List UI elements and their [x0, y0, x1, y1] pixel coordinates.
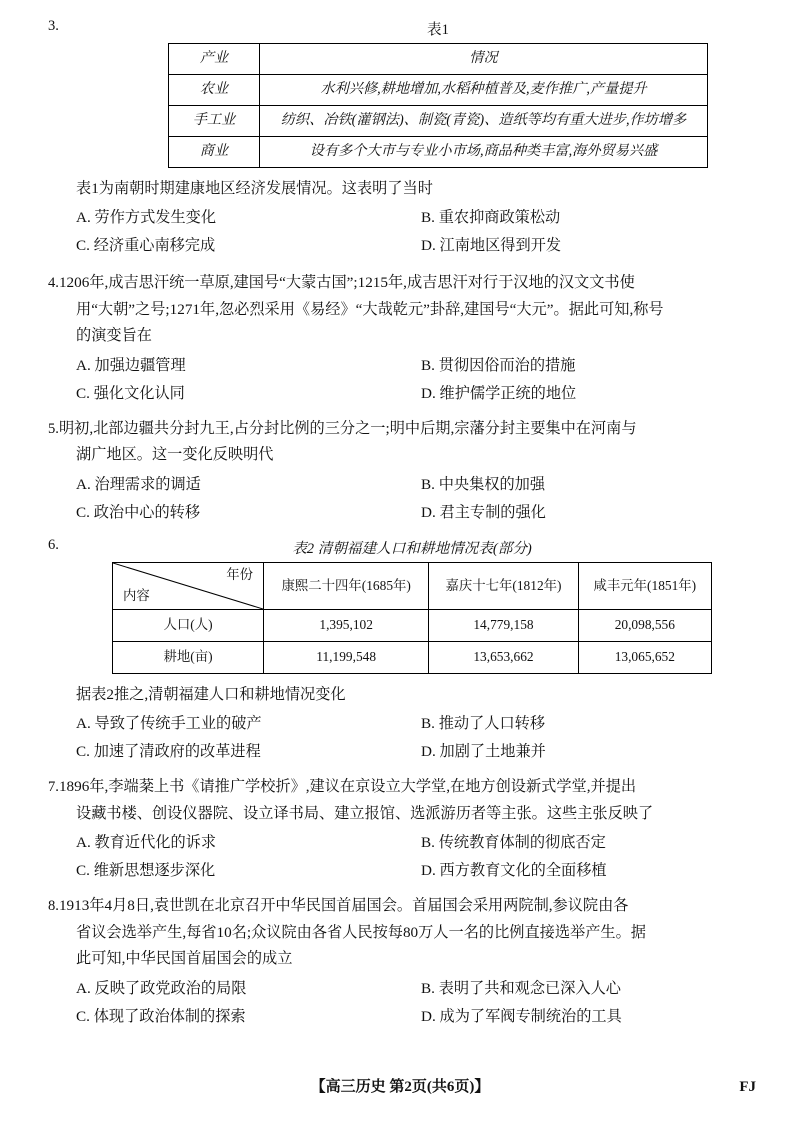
table-row	[169, 44, 708, 75]
table-2-wrapper	[112, 562, 712, 674]
table-2-row-0-value-2: 20,098,556	[578, 609, 711, 641]
question-8-stem-line-2: 省议会选举产生,每省10名;众议院由各省人民按每80万人一名的比例直接选举产生。据	[76, 923, 646, 941]
question-6-options	[48, 710, 754, 766]
question-3-options	[48, 204, 754, 260]
question-8-stem-line-3: 此可知,中华民国首届国会的成立	[76, 950, 293, 968]
question-3-option-b[interactable]: B. 重农抑商政策松动	[421, 208, 561, 226]
question-3-stem: 表1为南朝时期建康地区经济发展情况。这表明了当时	[76, 179, 433, 197]
table-2-col-2: 咸丰元年(1851年)	[578, 562, 711, 609]
table-2-corner-cell	[113, 562, 264, 609]
table-1-header-situation: 情况	[260, 44, 708, 75]
table-1-row-0-label: 农业	[169, 74, 260, 105]
question-8-option-d[interactable]: D. 成为了军阀专制统治的工具	[421, 1007, 622, 1025]
question-4-options	[48, 352, 754, 408]
table-row	[169, 136, 708, 167]
table-2-col-1: 嘉庆十七年(1812年)	[429, 562, 578, 609]
option-row	[48, 232, 754, 260]
question-4-option-b[interactable]: B. 贯彻因俗而治的措施	[421, 356, 576, 374]
question-7-stem-line-1	[48, 774, 754, 800]
option-row	[48, 829, 754, 857]
question-6	[48, 537, 754, 766]
question-7-options	[48, 829, 754, 885]
page-content	[48, 18, 754, 1037]
question-6-stem: 据表2推之,清朝福建人口和耕地情况变化	[76, 685, 346, 703]
question-7-option-c[interactable]: C. 维新思想逐步深化	[76, 862, 216, 880]
table-1-row-2-value: 设有多个大市与专业小市场,商品种类丰富,海外贸易兴盛	[260, 136, 708, 167]
option-row	[48, 710, 754, 738]
question-3-number: 3.	[48, 18, 59, 34]
question-4	[48, 270, 754, 408]
question-4-stem-text-1: 1206年,成吉思汗统一草原,建国号“大蒙古国”;1215年,成吉思汗对行于汉地的汉文文书使	[58, 274, 635, 292]
table-row	[169, 105, 708, 136]
question-8	[48, 893, 754, 1031]
table-row	[169, 74, 708, 105]
table-2-row-1-value-1: 13,653,662	[429, 641, 578, 673]
question-6-option-d[interactable]: D. 加剧了土地兼并	[421, 743, 546, 761]
question-4-number: 4.	[48, 275, 59, 292]
question-5-stem-line-1	[48, 416, 754, 442]
option-row	[48, 1003, 754, 1031]
page-footer-region-code: FJ	[739, 1079, 756, 1095]
question-5-stem-line-2: 湖广地区。这一变化反映明代	[76, 446, 274, 464]
option-row	[48, 204, 754, 232]
question-8-options	[48, 975, 754, 1031]
option-row	[48, 352, 754, 380]
table-2-row-1-value-2: 13,065,652	[578, 641, 711, 673]
question-7-option-a[interactable]: A. 教育近代化的诉求	[76, 834, 217, 852]
table-row	[113, 609, 712, 641]
option-row	[48, 499, 754, 527]
table-2	[112, 562, 712, 674]
table-row	[113, 641, 712, 673]
page-footer: 【高三历史 第2页(共6页)】	[310, 1079, 490, 1095]
question-5-option-b[interactable]: B. 中央集权的加强	[421, 475, 546, 493]
question-7-stem-line-2: 设藏书楼、创设仪器院、设立译书局、建立报馆、选派游历者等主张。这些主张反映了	[76, 804, 654, 822]
table-2-row-0-value-0: 1,395,102	[264, 609, 429, 641]
table-1	[168, 43, 708, 168]
table-2-row-0-value-1: 14,779,158	[429, 609, 578, 641]
question-8-option-a[interactable]: A. 反映了政党政治的局限	[76, 979, 247, 997]
question-4-stem-line-1	[48, 270, 754, 296]
option-row	[48, 471, 754, 499]
question-5-option-a[interactable]: A. 治理需求的调适	[76, 475, 201, 493]
question-8-number: 8.	[48, 898, 59, 915]
table-row	[113, 562, 712, 609]
table-2-row-1-value-0: 11,199,548	[264, 641, 429, 673]
question-7-option-d[interactable]: D. 西方教育文化的全面移植	[421, 862, 607, 880]
table-2-row-0-label: 人口(人)	[113, 609, 264, 641]
table-1-wrapper	[168, 43, 708, 168]
question-3-option-c[interactable]: C. 经济重心南移完成	[76, 237, 216, 255]
table-1-caption: 表1	[427, 22, 449, 38]
question-8-stem-text-1: 1913年4月8日,袁世凯在北京召开中华民国首届国会。首届国会采用两院制,参议院由各	[58, 897, 629, 915]
question-5	[48, 416, 754, 527]
question-6-option-a[interactable]: A. 导致了传统手工业的破产	[76, 714, 262, 732]
option-row	[48, 975, 754, 1003]
table-1-row-2-label: 商业	[169, 136, 260, 167]
table-1-row-1-value: 纺织、冶铁(灌钢法)、制瓷(青瓷)、造纸等均有重大进步,作坊增多	[260, 105, 708, 136]
table-1-header-industry: 产业	[169, 44, 260, 75]
question-4-option-c[interactable]: C. 强化文化认同	[76, 384, 185, 402]
question-8-option-c[interactable]: C. 体现了政治体制的探索	[76, 1007, 246, 1025]
question-3-option-a[interactable]: A. 劳作方式发生变化	[76, 208, 217, 226]
question-5-number: 5.	[48, 420, 59, 437]
option-row	[48, 738, 754, 766]
question-6-option-b[interactable]: B. 推动了人口转移	[421, 714, 546, 732]
question-7-number: 7.	[48, 779, 59, 796]
table-1-row-0-value: 水利兴修,耕地增加,水稻种植普及,麦作推广,产量提升	[260, 74, 708, 105]
question-8-stem-line-1	[48, 893, 754, 919]
table-2-corner-year-label: 年份	[226, 566, 253, 582]
question-3	[48, 18, 754, 260]
question-8-option-b[interactable]: B. 表明了共和观念已深入人心	[421, 979, 621, 997]
question-5-option-c[interactable]: C. 政治中心的转移	[76, 503, 201, 521]
question-5-stem-text-1: 明初,北部边疆共分封九王,占分封比例的三分之一;明中后期,宗藩分封主要集中在河南与	[58, 419, 637, 437]
question-5-option-d[interactable]: D. 君主专制的强化	[421, 503, 546, 521]
table-2-corner-item-label: 内容	[123, 588, 150, 604]
question-7-option-b[interactable]: B. 传统教育体制的彻底否定	[421, 834, 606, 852]
question-4-stem-line-3: 的演变旨在	[76, 327, 152, 345]
question-4-option-a[interactable]: A. 加强边疆管理	[76, 356, 186, 374]
question-3-option-d[interactable]: D. 江南地区得到开发	[421, 237, 562, 255]
question-4-option-d[interactable]: D. 维护儒学正统的地位	[421, 384, 577, 402]
question-6-option-c[interactable]: C. 加速了清政府的改革进程	[76, 743, 261, 761]
table-2-row-1-label: 耕地(亩)	[113, 641, 264, 673]
table-2-col-0: 康熙二十四年(1685年)	[264, 562, 429, 609]
option-row	[48, 857, 754, 885]
table-1-row-1-label: 手工业	[169, 105, 260, 136]
option-row	[48, 380, 754, 408]
question-7	[48, 774, 754, 885]
question-6-number: 6.	[48, 536, 59, 553]
question-5-options	[48, 471, 754, 527]
table-2-caption: 表2 清朝福建人口和耕地情况表(部分)	[292, 540, 532, 557]
question-4-stem-line-2: 用“大朝”之号;1271年,忽必烈采用《易经》“大哉乾元”卦辞,建国号“大元”。据此可知,称号	[76, 300, 664, 318]
question-7-stem-text-1: 1896年,李端棻上书《请推广学校折》,建议在京设立大学堂,在地方创设新式学堂,并提出	[58, 778, 637, 796]
